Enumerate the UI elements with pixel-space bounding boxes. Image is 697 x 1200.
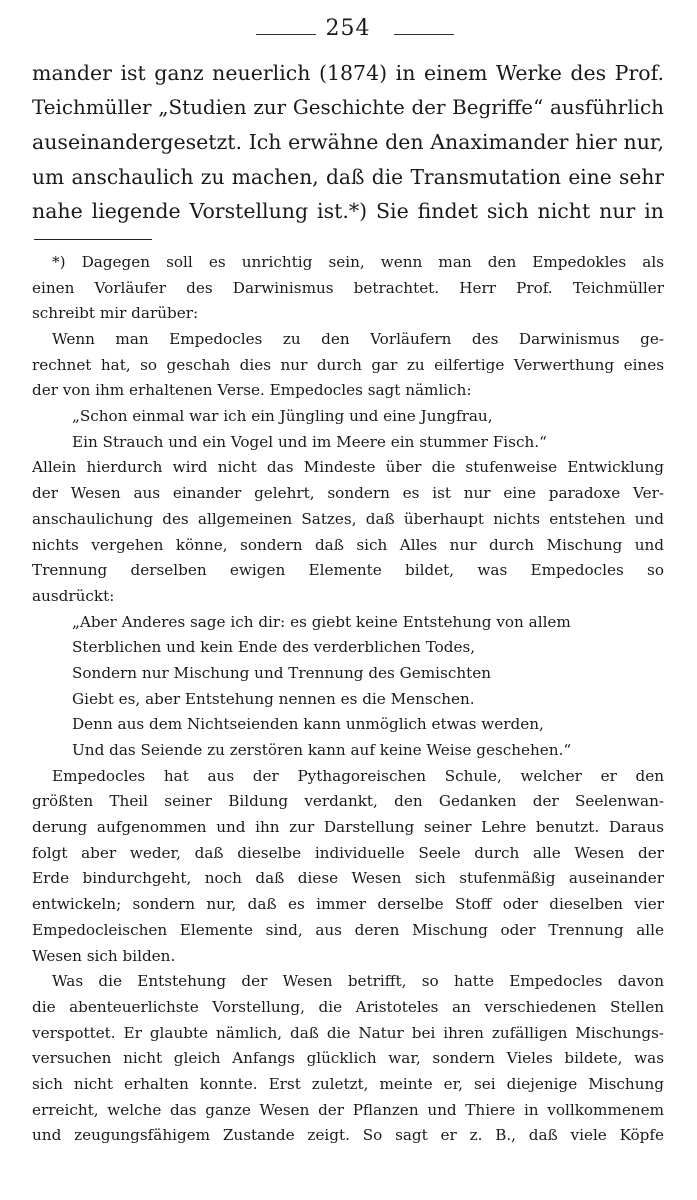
footnote-verse-line: „Aber Anderes sage ich dir: es giebt keine Entstehung von allem: [72, 612, 571, 631]
page-number: 254: [325, 16, 371, 41]
footnote-line: schreibt mir darüber:: [32, 304, 199, 323]
footnote-line: Empedocleischen Elemente sind, aus deren Mischung oder Trennung alle: [32, 920, 664, 939]
footnote-line: und zeugungsfähigem Zustande zeigt. So sagt er z. B., daß viele Köpfe: [32, 1126, 664, 1145]
footnote-verse-line: Und das Seiende zu zerstören kann auf keine Weise geschehen.“: [72, 741, 572, 760]
footnote-line: Was die Entstehung der Wesen betrifft, so hatte Empedocles davon: [52, 972, 664, 991]
footnote-line: *) Dagegen soll es unrichtig sein, wenn man den Empedokles als: [52, 252, 664, 271]
main-text-line: nahe liegende Vorstellung ist.*) Sie findet sich nicht nur in: [32, 199, 664, 224]
footnote-line: entwickeln; sondern nur, daß es immer derselbe Stoff oder dieselben vier: [32, 895, 664, 914]
footnote-line: erreicht, welche das ganze Wesen der Pflanzen und Thiere in vollkommenem: [32, 1100, 664, 1119]
main-text-line: auseinandergesetzt. Ich erwähne den Anaximander hier nur,: [32, 130, 664, 155]
footnote-line: Erde bindurchgeht, noch daß diese Wesen sich stufenmäßig auseinander: [32, 869, 664, 888]
footnote-line: sich nicht erhalten konnte. Erst zuletzt, meinte er, sei diejenige Mischung: [32, 1074, 664, 1093]
footnote-verse-line: Giebt es, aber Entstehung nennen es die Menschen.: [72, 689, 475, 708]
footnote-line: ausdrückt:: [32, 586, 115, 605]
main-text-line: mander ist ganz neuerlich (1874) in einem Werke des Prof.: [32, 61, 664, 85]
footnote-line: Allein hierdurch wird nicht das Mindeste über die stufenweise Entwicklung: [32, 458, 664, 477]
book-page: [32, 14, 664, 1149]
footnote-line: Wenn man Empedocles zu den Vorläufern des Darwinismus ge-: [52, 330, 664, 349]
footnote-line: der Wesen aus einander gelehrt, sondern es ist nur eine paradoxe Ver-: [32, 484, 664, 503]
footnote-line: Empedocles hat aus der Pythagoreischen Schule, welcher er den: [52, 766, 664, 785]
footnote-line: größten Theil seiner Bildung verdankt, den Gedanken der Seelenwan-: [32, 792, 664, 811]
main-text-line: um anschaulich zu machen, daß die Transmutation eine sehr: [32, 164, 664, 189]
footnote-line: Trennung derselben ewigen Elemente bildet, was Empedocles so: [32, 561, 664, 580]
footnote-verse-line: Sterblichen und kein Ende des verderblichen Todes,: [72, 638, 476, 657]
footnote-separator: [34, 239, 152, 240]
footnote-verse-line: Sondern nur Mischung und Trennung des Gemischten: [72, 663, 491, 682]
footnote-line: verspottet. Er glaubte nämlich, daß die Natur bei ihren zufälligen Mischungs-: [32, 1023, 664, 1042]
header-rule-right: [394, 34, 454, 35]
footnote-line: nichts vergehen könne, sondern daß sich Alles nur durch Mischung und: [32, 535, 664, 554]
footnote-line: einen Vorläufer des Darwinismus betrachtet. Herr Prof. Teichmüller: [32, 278, 664, 297]
footnote-line: Wesen sich bilden.: [32, 946, 176, 965]
page-header: [32, 14, 664, 56]
footnote-line: anschaulichung des allgemeinen Satzes, daß überhaupt nichts entstehen und: [32, 509, 664, 528]
footnote-verse-line: „Schon einmal war ich ein Jüngling und eine Jungfrau,: [72, 407, 493, 426]
footnote-line: die abenteuerlichste Vorstellung, die Aristoteles an verschiedenen Stellen: [32, 997, 664, 1016]
footnote-line: der von ihm erhaltenen Verse. Empedocles sagt nämlich:: [32, 381, 472, 400]
footnote-line: versuchen nicht gleich Anfangs glücklich war, sondern Vieles bildete, was: [32, 1049, 664, 1068]
footnote-line: folgt aber weder, daß dieselbe individuelle Seele durch alle Wesen der: [32, 843, 664, 862]
main-text-line: Teichmüller „Studien zur Geschichte der Begriffe“ ausführlich: [32, 95, 664, 119]
main-text: [32, 56, 664, 229]
footnote: [32, 250, 664, 1149]
footnote-verse-line: Denn aus dem Nichtseienden kann unmöglich etwas werden,: [72, 715, 544, 734]
footnote-verse-line: Ein Strauch und ein Vogel und im Meere ein stummer Fisch.“: [72, 432, 547, 451]
footnote-line: rechnet hat, so geschah dies nur durch gar zu eilfertige Verwerthung eines: [32, 355, 664, 374]
footnote-line: derung aufgenommen und ihn zur Darstellung seiner Lehre benutzt. Daraus: [32, 818, 664, 837]
